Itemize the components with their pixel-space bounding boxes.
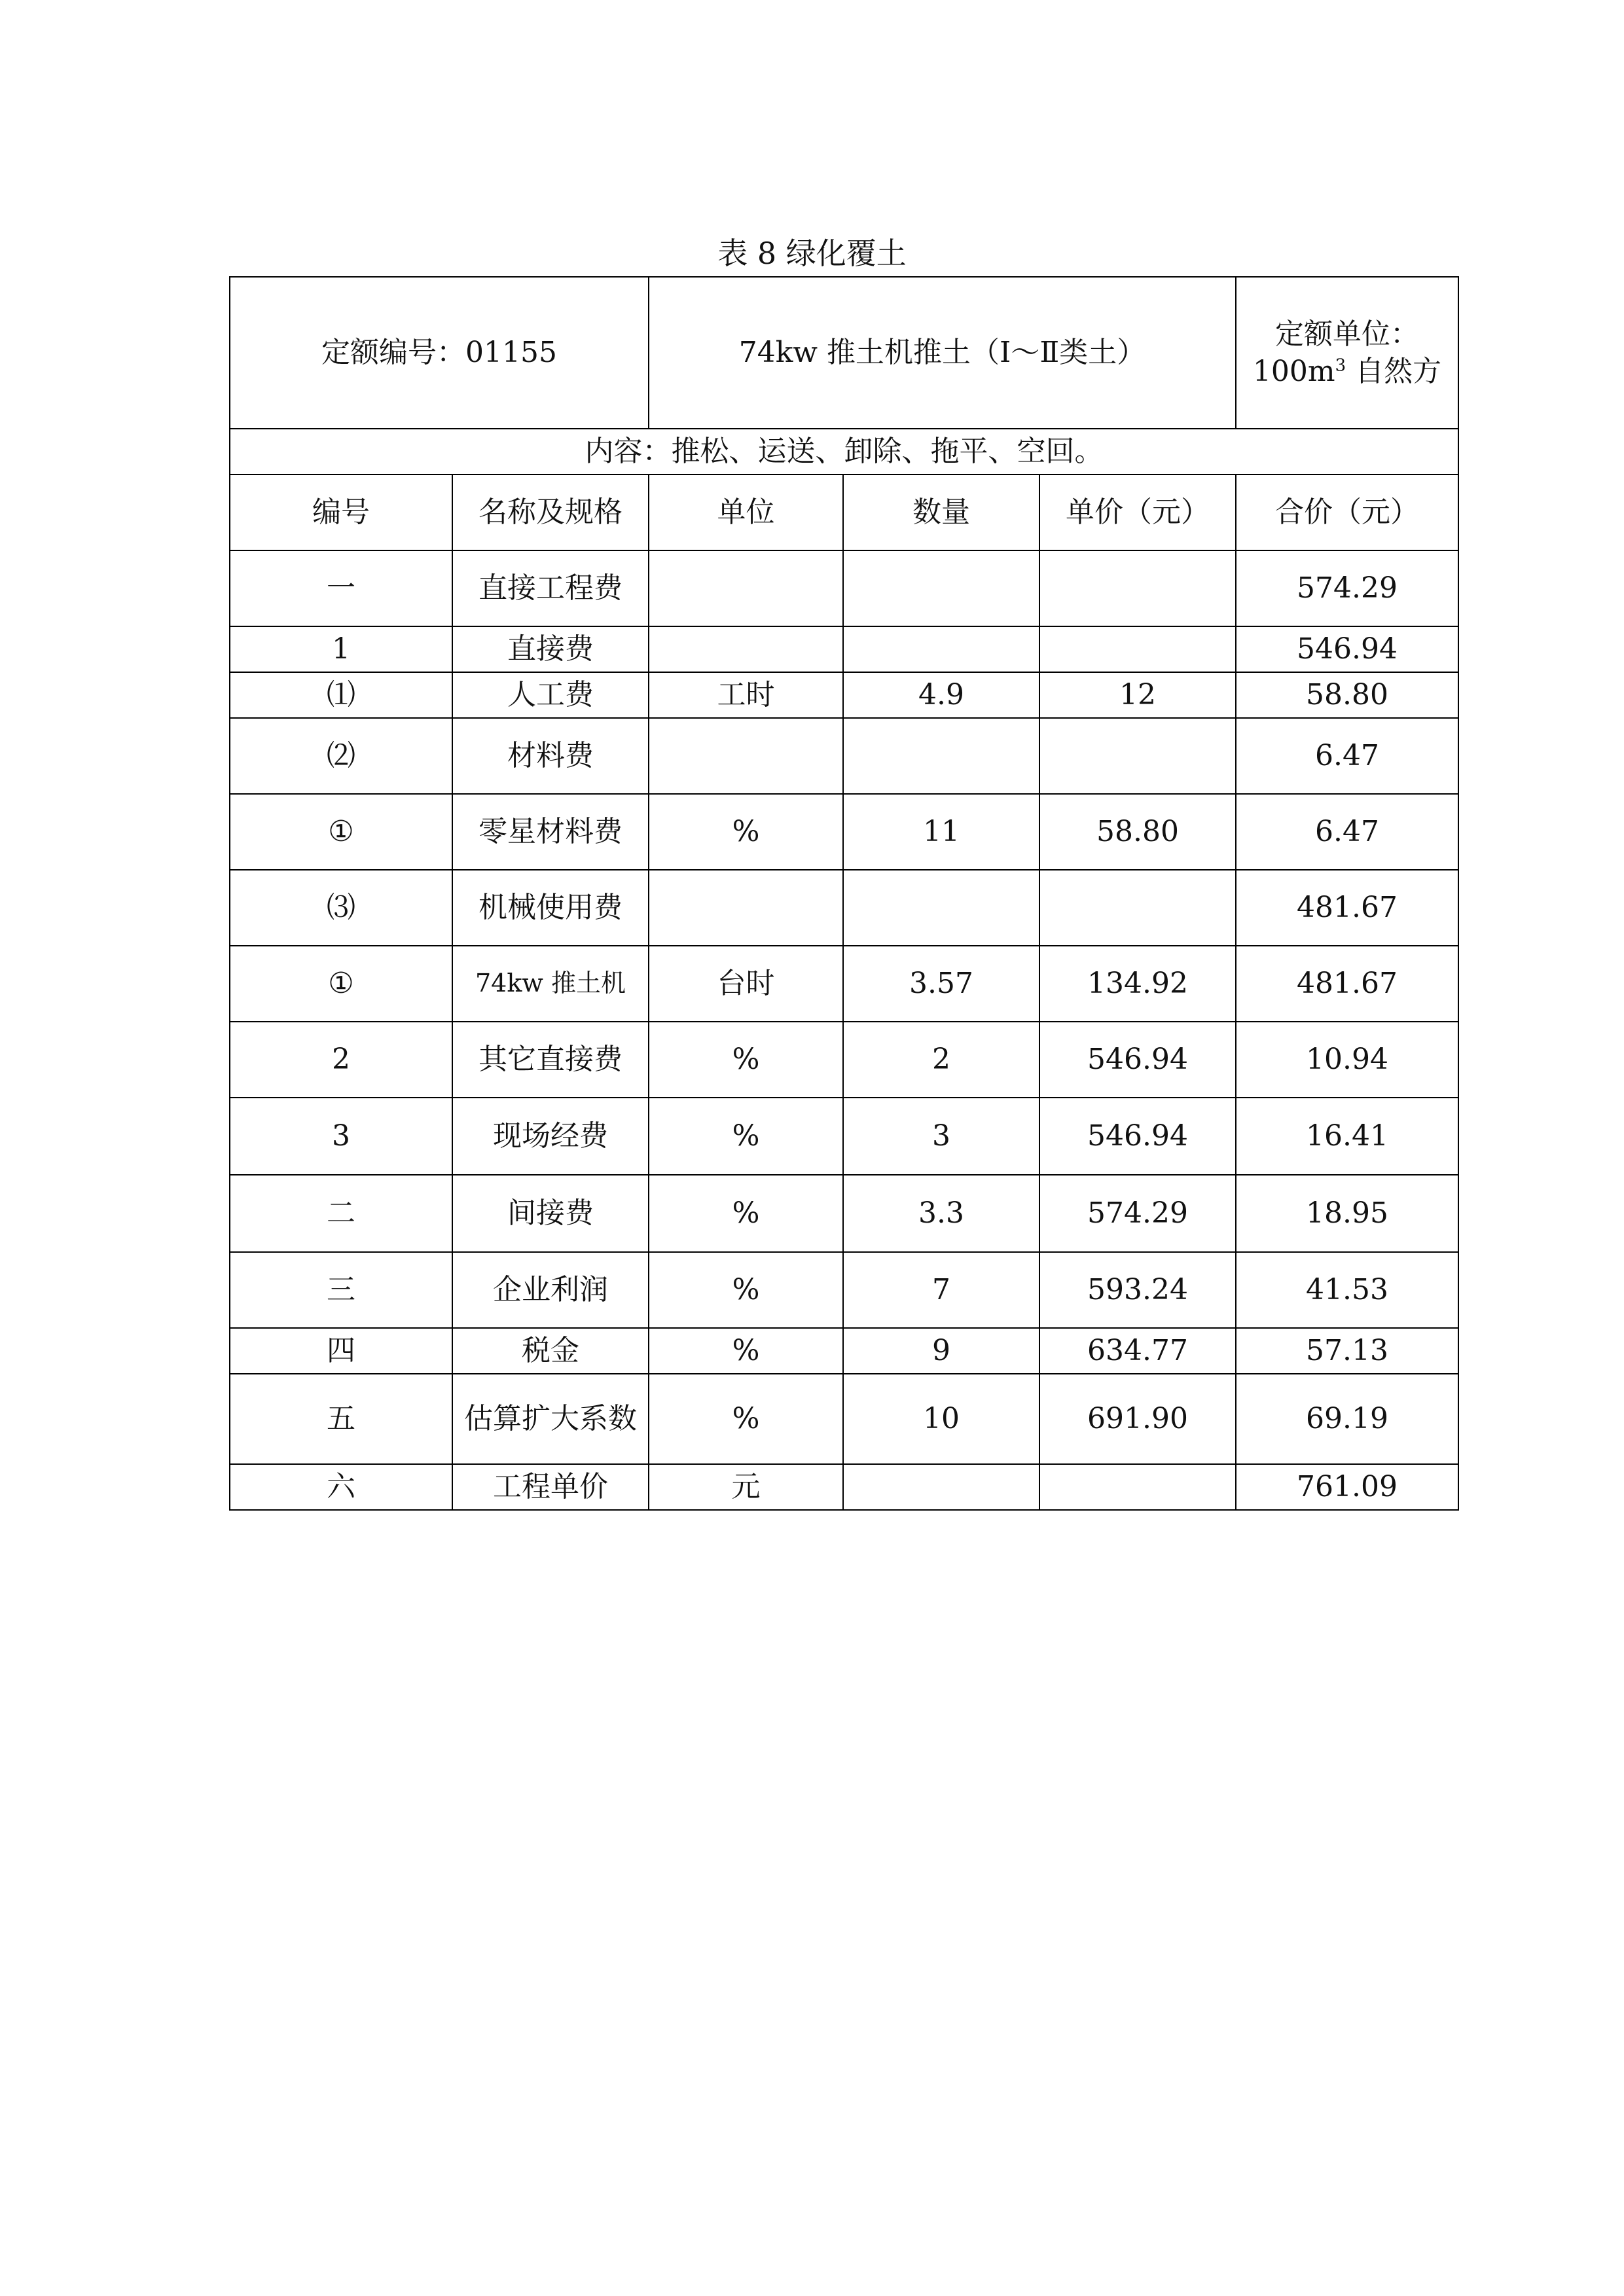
row-unit: % [649, 1175, 843, 1252]
row-no: ⑶ [230, 870, 452, 946]
row-name: 其它直接费 [452, 1022, 649, 1098]
quota-unit-label: 定额单位： [1275, 317, 1420, 351]
row-name: 估算扩大系数 [452, 1374, 649, 1464]
column-header: 数量 [843, 475, 1039, 550]
column-header: 单位 [649, 475, 843, 550]
row-qty [843, 1464, 1039, 1510]
row-name: 工程单价 [452, 1464, 649, 1510]
row-price: 634.77 [1039, 1328, 1236, 1374]
row-price: 574.29 [1039, 1175, 1236, 1252]
row-unit: % [649, 1252, 843, 1328]
row-unit [649, 626, 843, 672]
row-no: ① [230, 794, 452, 870]
row-price [1039, 1464, 1236, 1510]
table-row [230, 1175, 1458, 1252]
row-qty [843, 550, 1039, 626]
row-no: 1 [230, 626, 452, 672]
row-no: ⑴ [230, 672, 452, 718]
row-no: 三 [230, 1252, 452, 1328]
column-header: 单价（元） [1039, 475, 1236, 550]
row-unit: % [649, 794, 843, 870]
column-header-row [230, 475, 1458, 550]
row-name: 直接工程费 [452, 550, 649, 626]
row-qty: 7 [843, 1252, 1039, 1328]
table-row [230, 1022, 1458, 1098]
row-qty: 11 [843, 794, 1039, 870]
table-row [230, 946, 1458, 1022]
table-row [230, 1374, 1458, 1464]
row-total: 6.47 [1236, 718, 1458, 794]
column-header: 编号 [230, 475, 452, 550]
row-price: 134.92 [1039, 946, 1236, 1022]
row-total: 761.09 [1236, 1464, 1458, 1510]
row-price: 546.94 [1039, 1098, 1236, 1175]
row-unit: % [649, 1022, 843, 1098]
row-no: 一 [230, 550, 452, 626]
row-qty: 10 [843, 1374, 1039, 1464]
row-name: 材料费 [452, 718, 649, 794]
row-name: 企业利润 [452, 1252, 649, 1328]
row-total: 546.94 [1236, 626, 1458, 672]
row-no: 六 [230, 1464, 452, 1510]
quota-unit [1236, 277, 1458, 429]
row-qty [843, 626, 1039, 672]
row-unit: % [649, 1098, 843, 1175]
row-total: 41.53 [1236, 1252, 1458, 1328]
row-total: 16.41 [1236, 1098, 1458, 1175]
row-qty: 2 [843, 1022, 1039, 1098]
row-no: 3 [230, 1098, 452, 1175]
row-price [1039, 550, 1236, 626]
row-name: 机械使用费 [452, 870, 649, 946]
row-price [1039, 870, 1236, 946]
table-row [230, 626, 1458, 672]
work-content: 内容：推松、运送、卸除、拖平、空回。 [230, 429, 1458, 475]
row-name: 现场经费 [452, 1098, 649, 1175]
row-qty: 4.9 [843, 672, 1039, 718]
quota-table [229, 276, 1459, 1511]
table-row [230, 718, 1458, 794]
row-qty [843, 870, 1039, 946]
row-price: 593.24 [1039, 1252, 1236, 1328]
row-qty: 3.3 [843, 1175, 1039, 1252]
row-total: 10.94 [1236, 1022, 1458, 1098]
content-row [230, 429, 1458, 475]
row-price: 691.90 [1039, 1374, 1236, 1464]
row-total: 574.29 [1236, 550, 1458, 626]
row-no: 四 [230, 1328, 452, 1374]
row-unit: 工时 [649, 672, 843, 718]
quota-unit-value-suffix: 自然方 [1346, 355, 1442, 388]
row-total: 69.19 [1236, 1374, 1458, 1464]
row-qty: 3 [843, 1098, 1039, 1175]
row-qty: 9 [843, 1328, 1039, 1374]
row-price: 58.80 [1039, 794, 1236, 870]
row-unit [649, 718, 843, 794]
row-no: 2 [230, 1022, 452, 1098]
table-row [230, 870, 1458, 946]
row-price [1039, 718, 1236, 794]
row-name: 税金 [452, 1328, 649, 1374]
column-header: 名称及规格 [452, 475, 649, 550]
row-name: 零星材料费 [452, 794, 649, 870]
row-price [1039, 626, 1236, 672]
table-title: 表 8 绿化覆土 [717, 236, 907, 271]
row-unit: % [649, 1374, 843, 1464]
row-no: ① [230, 946, 452, 1022]
row-unit: 元 [649, 1464, 843, 1510]
quota-number: 定额编号：01155 [230, 277, 649, 429]
table-row [230, 1464, 1458, 1510]
row-total: 481.67 [1236, 946, 1458, 1022]
row-unit: 台时 [649, 946, 843, 1022]
table-row [230, 1098, 1458, 1175]
row-total: 6.47 [1236, 794, 1458, 870]
row-unit: % [649, 1328, 843, 1374]
quota-unit-value-prefix: 100m [1252, 355, 1335, 388]
table-row [230, 550, 1458, 626]
row-total: 58.80 [1236, 672, 1458, 718]
column-header: 合价（元） [1236, 475, 1458, 550]
quota-unit-value [1240, 353, 1454, 390]
quota-unit-value-sup: 3 [1335, 355, 1346, 376]
row-qty: 3.57 [843, 946, 1039, 1022]
row-price: 12 [1039, 672, 1236, 718]
table-row [230, 794, 1458, 870]
table-row [230, 1252, 1458, 1328]
row-unit [649, 870, 843, 946]
header-row [230, 277, 1458, 429]
row-total: 18.95 [1236, 1175, 1458, 1252]
row-unit [649, 550, 843, 626]
row-qty [843, 718, 1039, 794]
row-no: ⑵ [230, 718, 452, 794]
row-name: 直接费 [452, 626, 649, 672]
table-row [230, 672, 1458, 718]
row-name: 人工费 [452, 672, 649, 718]
row-no: 五 [230, 1374, 452, 1464]
row-price: 546.94 [1039, 1022, 1236, 1098]
row-name: 74kw 推土机 [452, 946, 649, 1022]
row-no: 二 [230, 1175, 452, 1252]
table-row [230, 1328, 1458, 1374]
row-total: 57.13 [1236, 1328, 1458, 1374]
row-name: 间接费 [452, 1175, 649, 1252]
machine-description: 74kw 推土机推土（Ⅰ～Ⅱ类土） [649, 277, 1236, 429]
row-total: 481.67 [1236, 870, 1458, 946]
